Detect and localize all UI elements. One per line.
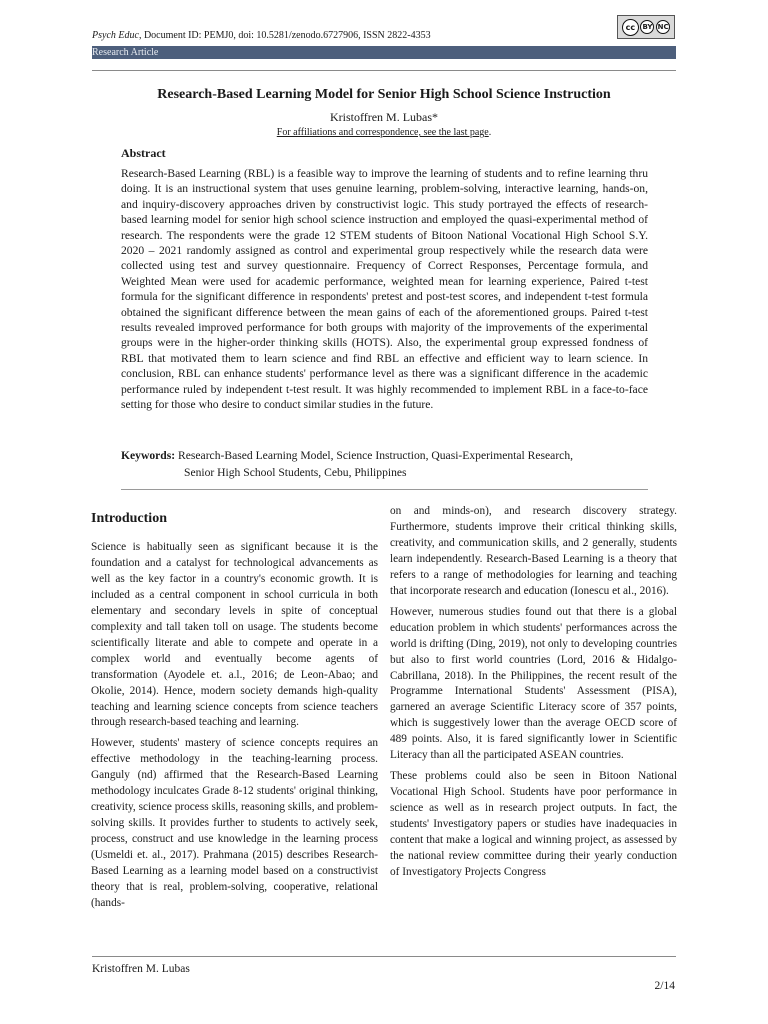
affiliation-link[interactable]: For affiliations and correspondence, see the last page bbox=[276, 127, 489, 138]
citation-details: , Document ID: PEMJ0, doi: 10.5281/zenodo.6727906, ISSN 2822-4353 bbox=[138, 30, 431, 41]
journal-name: Psych Educ bbox=[92, 30, 139, 41]
affiliation-period: . bbox=[488, 127, 492, 138]
paragraph: These problems could also be seen in Bitoon National Vocational High School. Students have poor performance in science as well as in research project outputs. In fact, the students' Investigatory papers or studies have inadequacies in content that make a logical and winning project, as assessed by the national review committee during their yearly conduction of Investigatory Projects Congress bbox=[390, 770, 677, 878]
right-column bbox=[390, 504, 677, 886]
abstract-text: Research-Based Learning (RBL) is a feasible way to improve the learning of students and to refine learning thru doing. It is an instructional system that uses genuine learning, problem-solving, interactive learning, hands-on, and inquiry-discovery approaches driven by constructivist logic. This study portrayed the effects of research-based learning model for senior high school science instruction and employed the quasi-experimental method of research. The respondents were the grade 12 STEM students of Bitoon National Vocational High School S.Y. 2020 – 2021 randomly assigned as control and experimental group respectively while the research data were collected using test and survey questionnaire. Frequency of Correct Responses, Percentage formula, and Weighted Mean were used for academic performance, weighted mean for learning experience, Paired t-test formula for the significant difference in respondents' pretest and post-test scores, and independent t-test formula obtained the significant difference between the mean gains of each of the aforementioned groups. Paired t-test results revealed improved performance for both groups with majority of the improvements of the experimental groups were in the higher-order thinking skills (HOTS). Also, the experimental group expressed fondness of RBL that motivated them to learn science and find RBL an effective and efficient way to learn science. In conclusion, RBL can enhance students' performance level as there was a significant difference in the academic performance ruled by independent t-test result. It was highly recommended to implement RBL in a face-to-face setting for those who desire to conduct similar studies in the future. bbox=[121, 167, 648, 412]
paragraph: However, students' mastery of science concepts requires an effective methodology in the teaching-learning process. Ganguly (nd) affirmed that the Research-Based Learning methodology inculcates Grade 8-12 students' original thinking, creativity, science process skills, reasoning skills, and problem-solving skills. It provides further to students to actively seek, process, construct and use knowledge in the learning process (Usmeldi et. al., 2017). Prahmana (2015) describes Research-Based Learning as a learning model based on a constructivist theory that is real, problem-solving, cooperative, relational (hands- bbox=[91, 737, 378, 909]
paragraph: on and minds-on), and research discovery strategy. Furthermore, students improve their critical thinking skills, creativity, and communication skills, and 2 generally, students learn independently. Research-Based Learning is a theory that refers to a range of methodologies for learning and teaching that incorporate research and education (Ionescu et al., 2016). bbox=[390, 505, 677, 597]
journal-citation bbox=[92, 29, 431, 42]
paper-title: Research-Based Learning Model for Senior High School Science Instruction bbox=[157, 87, 611, 102]
paragraph: Science is habitually seen as significant because it is the foundation and a catalyst for technological advancements as well as the key factor in a country's economic growth. It is included as a central component in school curricula in both elementary and secondary levels in spite of conceptual complexity and tall taken toll on usage. The students become scientifically literate and able to compete and operate in a complex world and eventually become agents of transformation (Ayodele et. a.l., 2016; de Leon-Abao; and Okolie, 2014). Hence, modern society demands high-quality teaching and learning science concepts from science teachers through research-based teaching and learning. bbox=[91, 541, 378, 729]
footer-divider bbox=[92, 956, 676, 957]
keywords-line-1: Research-Based Learning Model, Science Instruction, Quasi-Experimental Research, bbox=[178, 449, 574, 462]
left-column bbox=[91, 504, 378, 917]
footer-author: Kristoffren M. Lubas bbox=[92, 963, 190, 975]
paragraph: However, numerous studies found out that there is a global education problem in which students' performances across the world is drifting (Ding, 2019), not only to developing countries but also to first world countries (Lord, 2016 & Hidalgo-Cabrillana, 2018). In the Philippines, the recent result of the Programme International Students' Assessment (PISA), garnered an average Scientific Literacy score of 357 points, which is suggestively lower than the average OECD score of 489 points. Also, it is fared significantly lower in Scientific Literacy than all the participated ASEAN countries. bbox=[390, 605, 677, 762]
page-number: 2/14 bbox=[654, 980, 675, 992]
cc-license-badge[interactable] bbox=[617, 15, 675, 39]
article-type-bar: Research Article bbox=[92, 46, 676, 59]
attribution-icon: BY bbox=[640, 20, 654, 34]
introduction-heading: Introduction bbox=[91, 511, 167, 526]
keywords-label: Keywords: bbox=[121, 449, 176, 462]
noncommercial-icon: NC bbox=[656, 20, 670, 34]
affiliation-note bbox=[92, 127, 676, 139]
top-divider bbox=[92, 70, 676, 71]
author-name: Kristoffren M. Lubas* bbox=[329, 110, 439, 124]
keywords-line-2: Senior High School Students, Cebu, Philippines bbox=[184, 466, 407, 479]
creative-commons-icon: cc bbox=[622, 19, 639, 36]
keywords-block bbox=[121, 447, 648, 481]
abstract-heading: Abstract bbox=[121, 146, 166, 160]
section-divider bbox=[121, 489, 648, 490]
